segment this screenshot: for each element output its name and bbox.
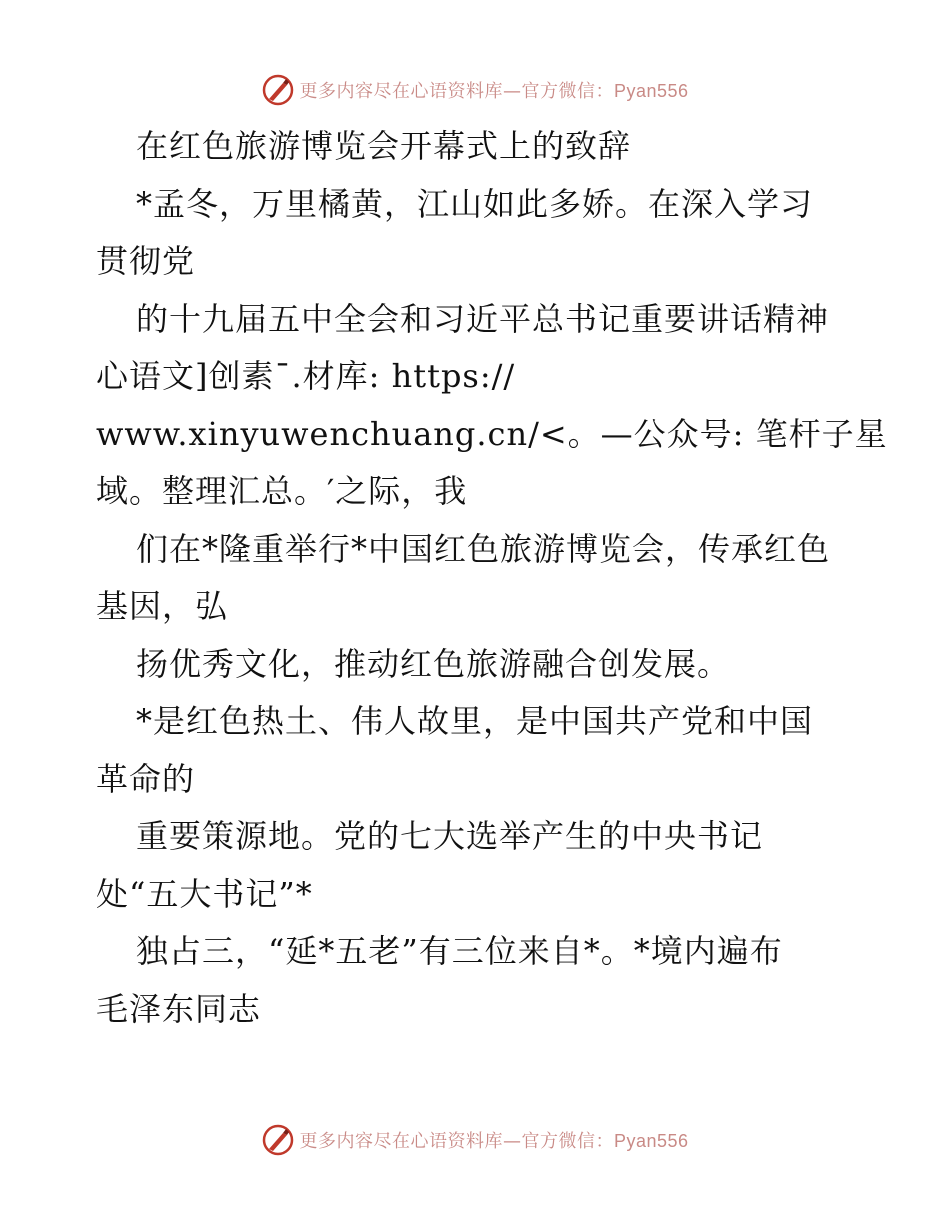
- text-line: 重要策源地。党的七大选举产生的中央书记: [136, 817, 764, 855]
- text-line: 域。整理汇总。′之际，我: [96, 472, 468, 510]
- text-line: 心语文]创素¯.材库: https://: [96, 357, 516, 395]
- banner-text: [299, 77, 688, 103]
- banner-contact: 官方微信：: [521, 1131, 614, 1152]
- pen-seal-icon: [261, 1123, 295, 1157]
- text-line: www.xinyuwenchuang.cn/<。—公众号: 笔杆子星: [96, 414, 888, 453]
- banner-separator: —: [502, 81, 522, 102]
- footer-banner: [0, 1120, 950, 1160]
- banner-separator: —: [502, 1131, 522, 1152]
- banner-text: [299, 1127, 688, 1153]
- text-line: 毛泽东同志: [96, 989, 262, 1028]
- banner-handle: Pyan556: [613, 1131, 689, 1151]
- banner-brand: 更多内容尽在心语资料库: [299, 1131, 503, 1152]
- document-body: [96, 118, 888, 1038]
- text-line: 的十九届五中全会和习近平总书记重要讲话精神: [136, 299, 830, 338]
- text-line: 扬优秀文化，推动红色旅游融合创发展。: [136, 644, 731, 683]
- banner-contact: 官方微信：: [521, 81, 614, 102]
- text-line: *孟冬，万里橘黄，江山如此多娇。在深入学习: [136, 184, 814, 223]
- text-line: 处“五大书记”*: [96, 874, 313, 913]
- text-line: 革命的: [96, 759, 196, 798]
- text-line: 独占三，“延*五老”有三位来自*。*境内遍布: [136, 932, 783, 970]
- banner-brand: 更多内容尽在心语资料库: [299, 81, 503, 102]
- text-line: 贯彻党: [96, 242, 196, 280]
- header-banner: [0, 70, 950, 110]
- document-title: 在红色旅游博览会开幕式上的致辞: [136, 127, 632, 165]
- text-line: 们在*隆重举行*中国红色旅游博览会，传承红色: [136, 529, 831, 568]
- text-line: *是红色热土、伟人故里，是中国共产党和中国: [136, 702, 814, 740]
- banner-handle: Pyan556: [613, 81, 689, 101]
- pen-seal-icon: [261, 73, 295, 107]
- text-line: 基因，弘: [96, 587, 229, 625]
